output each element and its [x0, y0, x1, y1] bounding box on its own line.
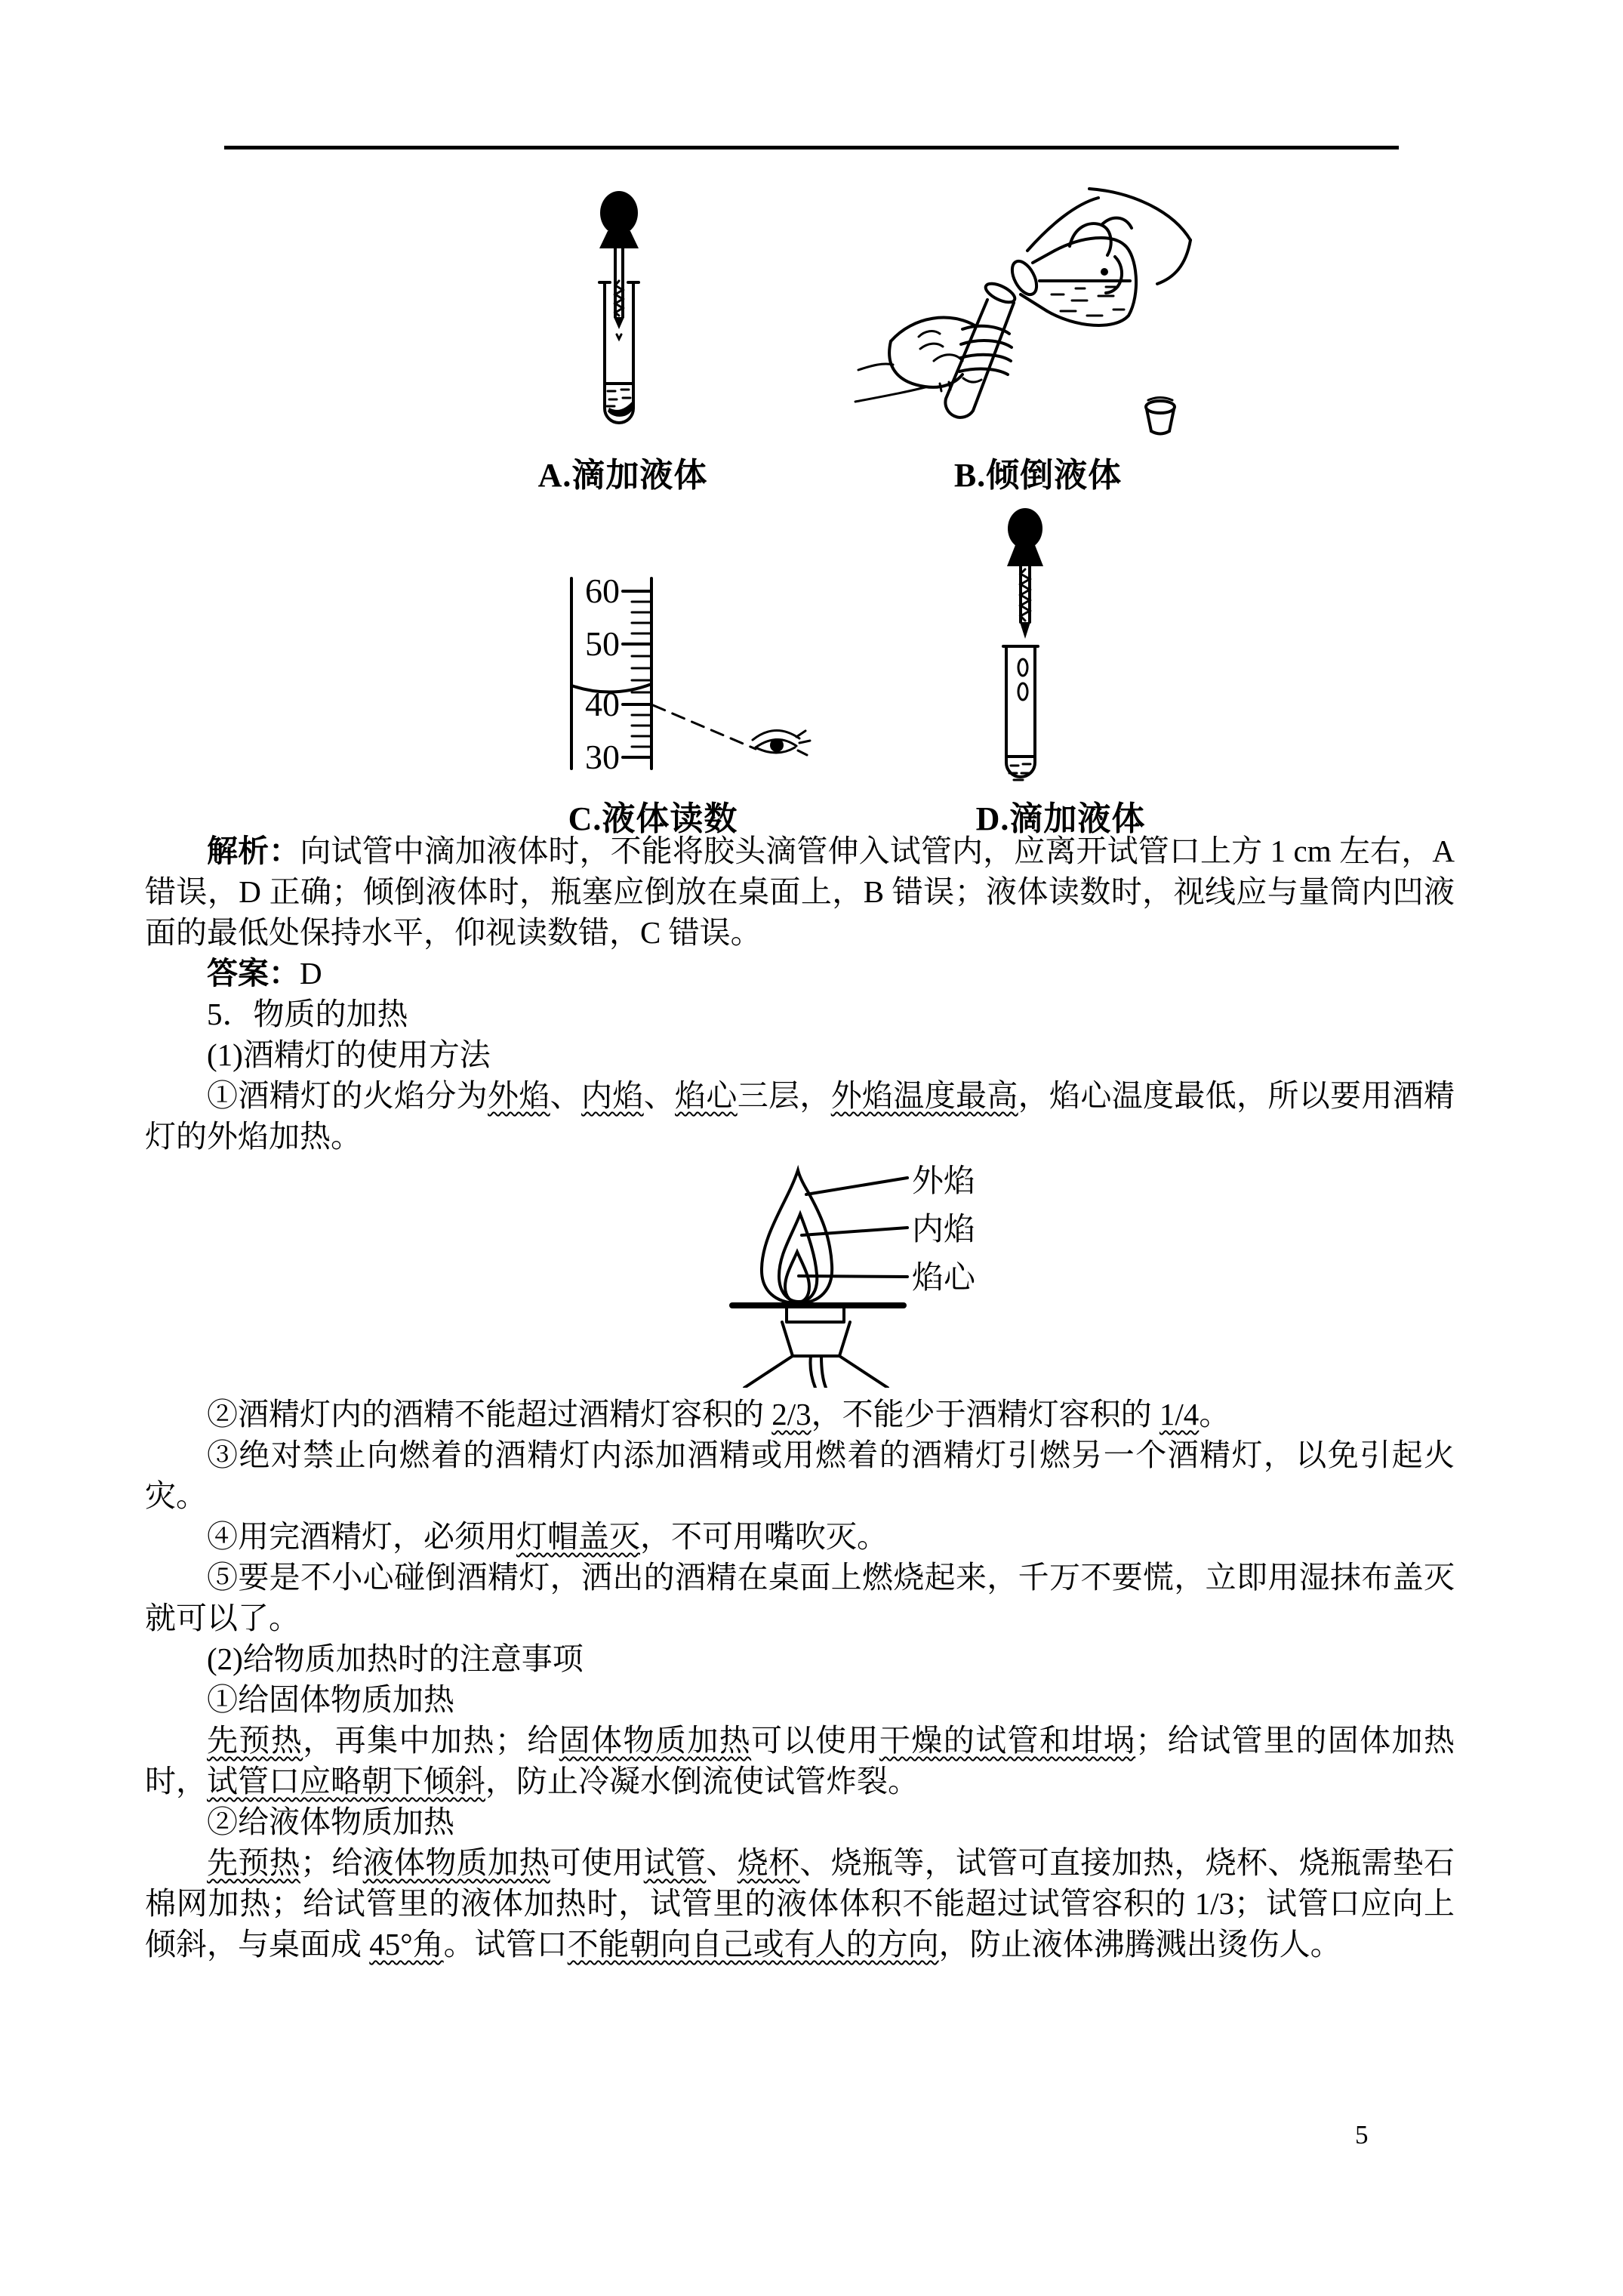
plain-text: ②酒精灯内的酒精不能超过酒精灯容积的 — [207, 1397, 772, 1432]
plain-text: 、 — [550, 1078, 582, 1113]
dropper-in-tube-icon — [555, 190, 683, 432]
alcohol-lamp-icon — [719, 1161, 1043, 1388]
plain-text: ④用完酒精灯，必须用 — [207, 1519, 516, 1554]
emphasized-text: 干燥的试管和坩埚 — [879, 1723, 1136, 1758]
emphasized-text: 内焰 — [581, 1078, 644, 1113]
extinguish-paragraph — [145, 1516, 1455, 1557]
flame-label-inner: 内焰 — [912, 1213, 976, 1247]
tick-label-30: 30 — [585, 738, 620, 776]
plain-text: 5．物质的加热 — [207, 997, 408, 1031]
emphasized-text: 液体物质加热 — [362, 1845, 550, 1880]
figure-dropper-above-tube — [976, 507, 1074, 794]
tick-label-40: 40 — [585, 685, 620, 723]
plain-text: 。 — [1199, 1397, 1230, 1432]
alcohol-volume-paragraph — [145, 1394, 1455, 1435]
emphasized-text: 先预热 — [207, 1723, 303, 1758]
flame-label-outer: 外焰 — [912, 1164, 976, 1199]
eye-icon — [753, 730, 810, 755]
plain-text: ①酒精灯的火焰分为 — [207, 1078, 488, 1113]
emphasized-text: 1/4 — [1159, 1397, 1200, 1432]
tick-label-60: 60 — [585, 572, 620, 610]
emphasized-text: 45°角 — [369, 1927, 444, 1962]
plain-text: 、烧瓶等，试管可直接加热，烧杯、烧瓶需垫石棉网加热；给试管里的液体加热时，试管里的液体体积不能超过试管容积的 1/3；试管口应向上倾斜，与桌面成 — [145, 1845, 1455, 1962]
emphasized-text: 试管口应略朝下倾斜 — [207, 1764, 485, 1798]
emphasized-text: 先预热 — [207, 1845, 300, 1880]
plain-text: 可使用 — [550, 1845, 644, 1880]
answer-paragraph — [145, 953, 1455, 994]
analysis-text: 向试管中滴加液体时，不能将胶头滴管伸入试管内，应离开试管口上方 1 cm 左右，A 错误，D 正确；倾倒液体时，瓶塞应倒放在桌面上，B 错误；液体读数时，视线应与量筒内凹液面的最低处保持水平，仰视读数错，C 错误。 — [145, 834, 1455, 950]
liquid-heading — [145, 1801, 1455, 1842]
plain-text: ；给 — [300, 1845, 363, 1880]
plain-text: 可以使用 — [751, 1723, 879, 1758]
figure-cylinder-reading — [555, 566, 812, 785]
plain-text: ，防止液体沸腾溅出烫伤人。 — [938, 1927, 1341, 1962]
figure-dropper-in-tube — [555, 190, 683, 432]
flame-diagram — [719, 1161, 1043, 1388]
sight-line — [653, 705, 756, 749]
plain-text: ，防止冷凝水倒流使试管炸裂。 — [485, 1764, 919, 1798]
figure-caption-d: D.滴加液体 — [975, 800, 1146, 837]
plain-text: 、 — [706, 1845, 738, 1880]
plain-text: ，不能少于酒精灯容积的 — [811, 1397, 1160, 1432]
pouring-liquid-icon — [849, 181, 1196, 442]
analysis-label: 解析： — [207, 834, 300, 868]
cylinder-reading-icon — [555, 566, 812, 785]
plain-text: 三层， — [737, 1078, 831, 1113]
plain-text: ①给固体物质加热 — [207, 1682, 454, 1717]
emphasized-text: 不能朝向自己或有人的方向 — [567, 1927, 939, 1962]
plain-text: (1)酒精灯的使用方法 — [207, 1037, 491, 1072]
liquid-heating-paragraph — [145, 1842, 1455, 1965]
plain-text: 。试管口 — [443, 1927, 568, 1962]
emphasized-text: 焰心 — [675, 1078, 738, 1113]
section-5-heading — [145, 994, 1455, 1034]
figure-caption-b: B.倾倒液体 — [953, 457, 1123, 494]
emphasized-text: 固体物质加热 — [559, 1723, 752, 1758]
emphasized-text: 灯帽盖灭 — [516, 1519, 640, 1554]
plain-text: ，不可用嘴吹灭。 — [640, 1519, 888, 1554]
plain-text: ，焰心温度最低，所以要用酒精灯的外焰加热。 — [145, 1078, 1455, 1154]
answer-label: 答案： — [207, 956, 300, 991]
sub-2-heading — [145, 1638, 1455, 1679]
emphasized-text: 外焰温度最高 — [830, 1078, 1018, 1113]
plain-text: ，再集中加热；给 — [303, 1723, 559, 1758]
plain-text: 、 — [643, 1078, 676, 1113]
page-number: 5 — [1355, 2120, 1369, 2150]
no-refill-paragraph — [145, 1435, 1455, 1516]
spill-fire-paragraph — [145, 1557, 1455, 1638]
dropper-above-tube-icon — [976, 507, 1074, 794]
emphasized-text: 外焰 — [488, 1078, 550, 1113]
figure-caption-a: A.滴加液体 — [537, 457, 708, 494]
main-text — [145, 831, 1455, 1965]
plain-text: ⑤要是不小心碰倒酒精灯，洒出的酒精在桌面上燃烧起来，千万不要慌，立即用湿抹布盖灭就可以了。 — [145, 1560, 1455, 1635]
figure-caption-c: C.液体读数 — [568, 800, 738, 837]
emphasized-text: 试管 — [643, 1845, 707, 1880]
answer-text: D — [300, 956, 322, 991]
analysis-paragraph — [145, 831, 1455, 953]
solid-heading — [145, 1679, 1455, 1720]
top-rule — [224, 146, 1399, 149]
plain-text: ；给试管里的固体加热时， — [145, 1723, 1455, 1798]
figure-pouring-liquid — [849, 181, 1196, 442]
emphasized-text: 烧杯 — [737, 1845, 800, 1880]
flame-label-core: 焰心 — [912, 1261, 976, 1296]
tick-label-50: 50 — [585, 624, 620, 663]
plain-text: ③绝对禁止向燃着的酒精灯内添加酒精或用燃着的酒精灯引燃另一个酒精灯，以免引起火灾。 — [145, 1438, 1455, 1513]
flame-layers-paragraph — [145, 1075, 1455, 1157]
sub-1-heading — [145, 1034, 1455, 1075]
plain-text: (2)给物质加热时的注意事项 — [207, 1641, 584, 1676]
solid-heating-paragraph — [145, 1720, 1455, 1801]
emphasized-text: 2/3 — [771, 1397, 812, 1432]
plain-text: ②给液体物质加热 — [207, 1804, 454, 1839]
